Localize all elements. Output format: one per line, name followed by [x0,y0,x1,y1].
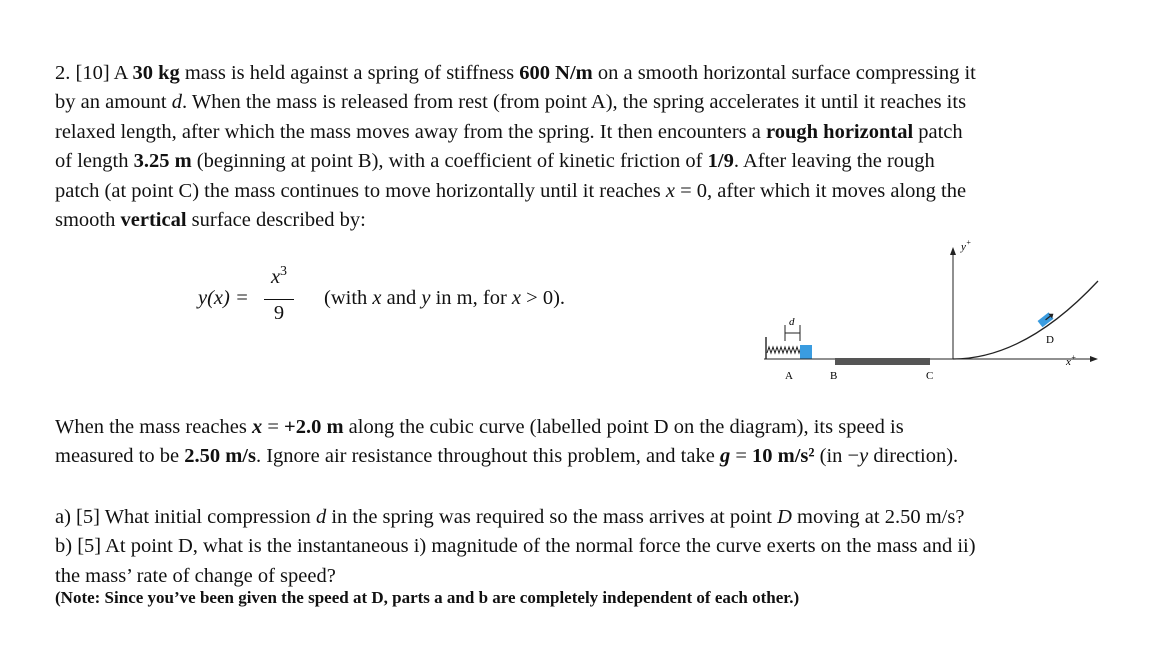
equation-lhs: y(x) = [198,287,249,309]
text-line: measured to be 2.50 m/s. Ignore air resistance throughout this problem, and take g = 10 m/s² (in −y direction). [55,445,959,468]
question-parts [55,503,1135,591]
given-conditions [55,413,1135,472]
text-line: smooth vertical surface described by: [55,209,366,232]
x-axis-arrow [1090,356,1098,362]
equation-denominator: 9 [273,302,285,324]
text-line: b) [5] At point D, what is the instantaneous i) magnitude of the normal force the curve exerts on the mass and ii) [55,535,976,558]
label-c: C [926,370,934,382]
x-axis-label: x+ [1066,353,1077,368]
mass-block [800,345,812,359]
note: (Note: Since you’ve been given the speed at D, parts a and b are completely independent of each other.) [55,588,800,607]
equation-condition [324,287,565,310]
mass-at-d [1038,311,1056,328]
equation-numerator: $x^3$ [270,264,288,288]
rough-patch [835,358,930,365]
problem-statement [55,59,1135,235]
text-line: (with x and y in m, for x > 0). [324,287,566,309]
setup-diagram [760,237,1140,387]
text-line: of length 3.25 m (beginning at point B), with a coefficient of kinetic friction of 1/9. After leaving the rough [55,150,935,173]
label-b: B [830,370,838,382]
text-line: by an amount d. When the mass is released from rest (from point A), the spring accelerates it until it reaches its [55,91,967,114]
text-line: patch (at point C) the mass continues to move horizontally until it reaches x = 0, after which it moves along the [55,179,967,202]
cubic-curve [953,281,1098,359]
text-line: relaxed length, after which the mass moves away from the spring. It then encounters a rough horizontal patch [55,120,963,143]
spring [767,347,803,353]
text-line: the mass’ rate of change of speed? [55,564,336,587]
d-label: d [789,316,795,328]
text-line: When the mass reaches x = +2.0 m along the cubic curve (labelled point D on the diagram), its speed is [55,416,904,438]
fraction-bar [264,299,294,300]
y-axis-arrow [950,247,956,255]
y-axis-label: y+ [961,238,972,253]
text-line: a) [5] What initial compression d in the spring was required so the mass arrives at point D moving at 2.50 m/s? [55,506,965,528]
label-a: A [785,370,793,382]
label-d: D [1046,334,1054,346]
text-line: 2. [10] A 30 kg mass is held against a spring of stiffness 600 N/m on a smooth horizontal surface compressing it [55,62,976,84]
